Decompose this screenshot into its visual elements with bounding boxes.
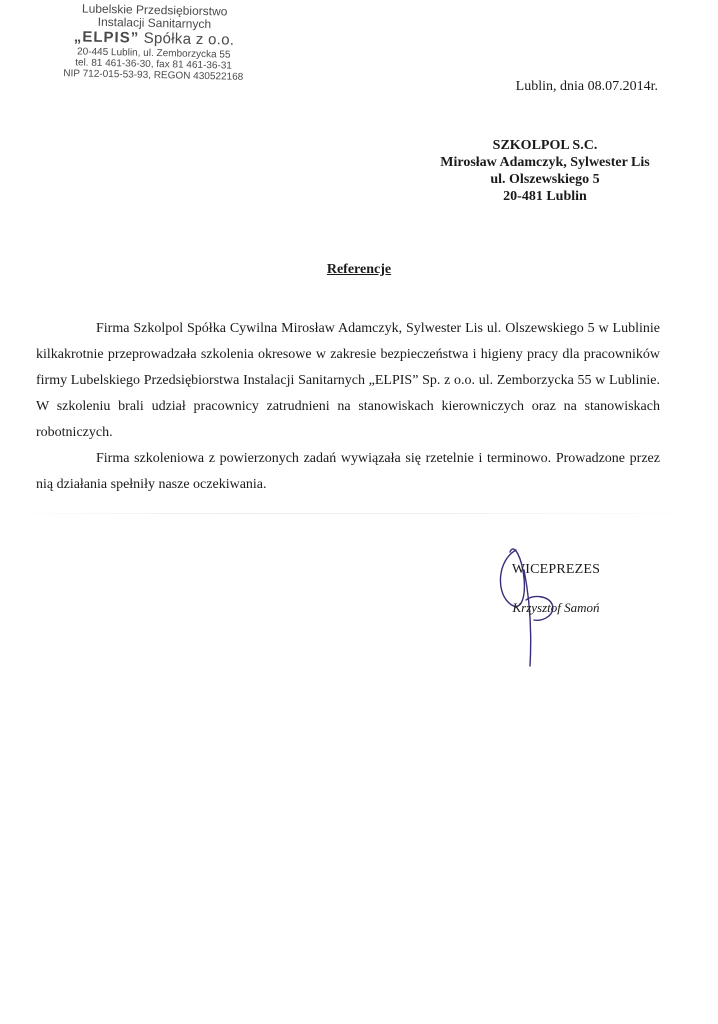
- stamp-phone: tel. 81 461-36-30, fax 81 461-36-31: [75, 57, 233, 72]
- stamp-legal-form: Spółka z o.o.: [143, 29, 235, 49]
- company-stamp: [43, 2, 265, 84]
- document-title: Referencje: [326, 262, 392, 277]
- recipient-street: ul. Olszewskiego 5: [490, 172, 600, 187]
- recipient-company: SZKOLPOL S.C.: [492, 138, 598, 153]
- stamp-address: 20-445 Lublin, ul. Zemborzycka 55: [76, 46, 231, 61]
- recipient-address: [380, 137, 710, 205]
- paper-fold-line: [0, 513, 718, 514]
- stamp-tax-ids: NIP 712-015-53-93, REGON 430522168: [63, 68, 244, 83]
- place-and-date: Lublin, dnia 08.07.2014r.: [515, 79, 658, 94]
- stamp-brand: „ELPIS”: [73, 28, 140, 47]
- letter-body: [36, 316, 660, 498]
- stamp-line: Lubelskie Przedsiębiorstwo: [81, 1, 228, 19]
- signatory-block: [486, 562, 626, 616]
- signatory-role: WICEPREZES: [511, 562, 601, 577]
- stamp-line: Instalacji Sanitarnych: [97, 14, 212, 32]
- recipient-city: 20-481 Lublin: [503, 189, 587, 204]
- body-paragraph: Firma szkoleniowa z powierzonych zadań wywiązała się rzetelnie i terminowo. Prowadzone przez nią działania spełniły nasze oczekiwania.: [36, 451, 660, 492]
- signatory-name: Krzysztof Samoń: [512, 600, 600, 615]
- body-paragraph: Firma Szkolpol Spółka Cywilna Mirosław Adamczyk, Sylwester Lis ul. Olszewskiego 5 w Lublinie kilkakrotnie przeprowadzała szkolenia okresowe w zakresie bezpieczeństwa i higieny pracy dla pracowników firmy Lubelskiego Przedsiębiorstwa Instalacji Sanitarnych „ELPIS” Sp. z o.o. ul. Zemborzycka 55 w Lublinie. W szkoleniu brali udział pracownicy zatrudnieni na stanowiskach kierowniczych oraz na stanowiskach robotniczych.: [36, 321, 660, 440]
- recipient-owners: Mirosław Adamczyk, Sylwester Lis: [440, 155, 650, 170]
